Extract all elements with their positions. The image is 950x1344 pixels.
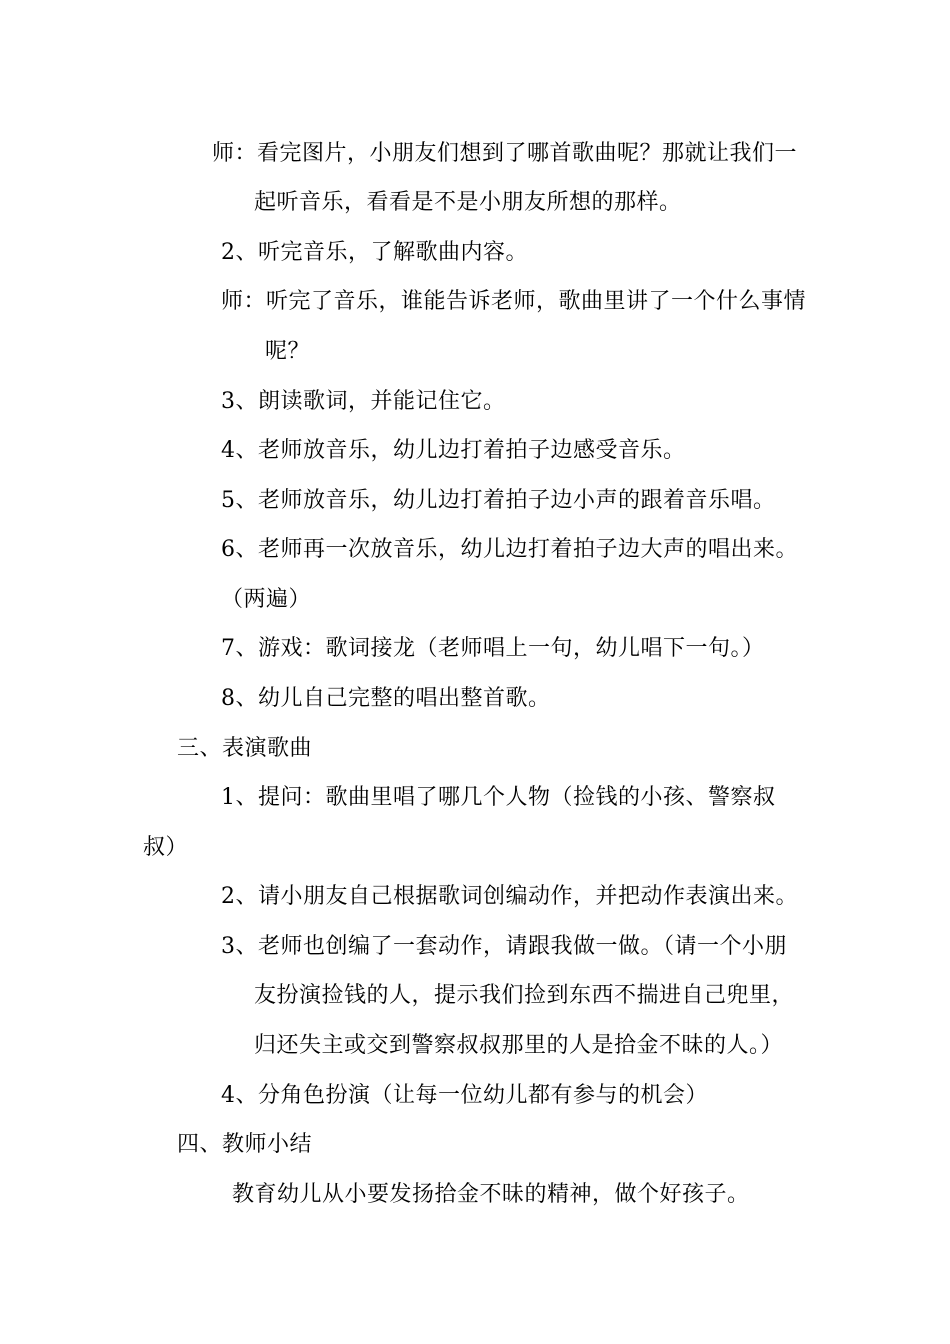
section-heading: 四、教师小结 bbox=[177, 1132, 313, 1157]
text-line: 1、提问：歌曲里唱了哪几个人物（捡钱的小孩、警察叔 bbox=[221, 785, 776, 810]
text-line: 3、朗读歌词，并能记住它。 bbox=[221, 389, 506, 414]
text-line: 起听音乐，看看是不是小朋友所想的那样。 bbox=[254, 190, 682, 215]
text-line: 3、老师也创编了一套动作，请跟我做一做。（请一个小朋 bbox=[221, 934, 787, 959]
text-line: 2、听完音乐，了解歌曲内容。 bbox=[221, 240, 528, 265]
text-line: 7、游戏：歌词接龙（老师唱上一句，幼儿唱下一句。） bbox=[221, 636, 765, 661]
text-line: 5、老师放音乐，幼儿边打着拍子边小声的跟着音乐唱。 bbox=[221, 488, 776, 513]
section-heading: 三、表演歌曲 bbox=[177, 736, 313, 761]
text-line: 师：听完了音乐，谁能告诉老师，歌曲里讲了一个什么事情 bbox=[221, 289, 807, 314]
text-line: 4、老师放音乐，幼儿边打着拍子边感受音乐。 bbox=[221, 438, 686, 463]
text-line: 呢？ bbox=[265, 339, 311, 364]
text-line: 师：看完图片，小朋友们想到了哪首歌曲呢？那就让我们一 bbox=[212, 141, 798, 166]
text-line: 2、请小朋友自己根据歌词创编动作，并把动作表演出来。 bbox=[221, 884, 798, 909]
text-line: 6、老师再一次放音乐，幼儿边打着拍子边大声的唱出来。 bbox=[221, 537, 798, 562]
text-line: 友扮演捡钱的人，提示我们捡到东西不揣进自己兜里， bbox=[254, 983, 795, 1008]
text-line: 8、幼儿自己完整的唱出整首歌。 bbox=[221, 686, 551, 711]
text-line: 4、分角色扮演（让每一位幼儿都有参与的机会） bbox=[221, 1083, 708, 1108]
text-line: （两遍） bbox=[221, 587, 312, 612]
text-line: 叔） bbox=[143, 835, 189, 860]
text-line: 归还失主或交到警察叔叔那里的人是拾金不昧的人。） bbox=[254, 1033, 784, 1058]
text-line: 教育幼儿从小要发扬拾金不昧的精神，做个好孩子。 bbox=[232, 1182, 750, 1207]
